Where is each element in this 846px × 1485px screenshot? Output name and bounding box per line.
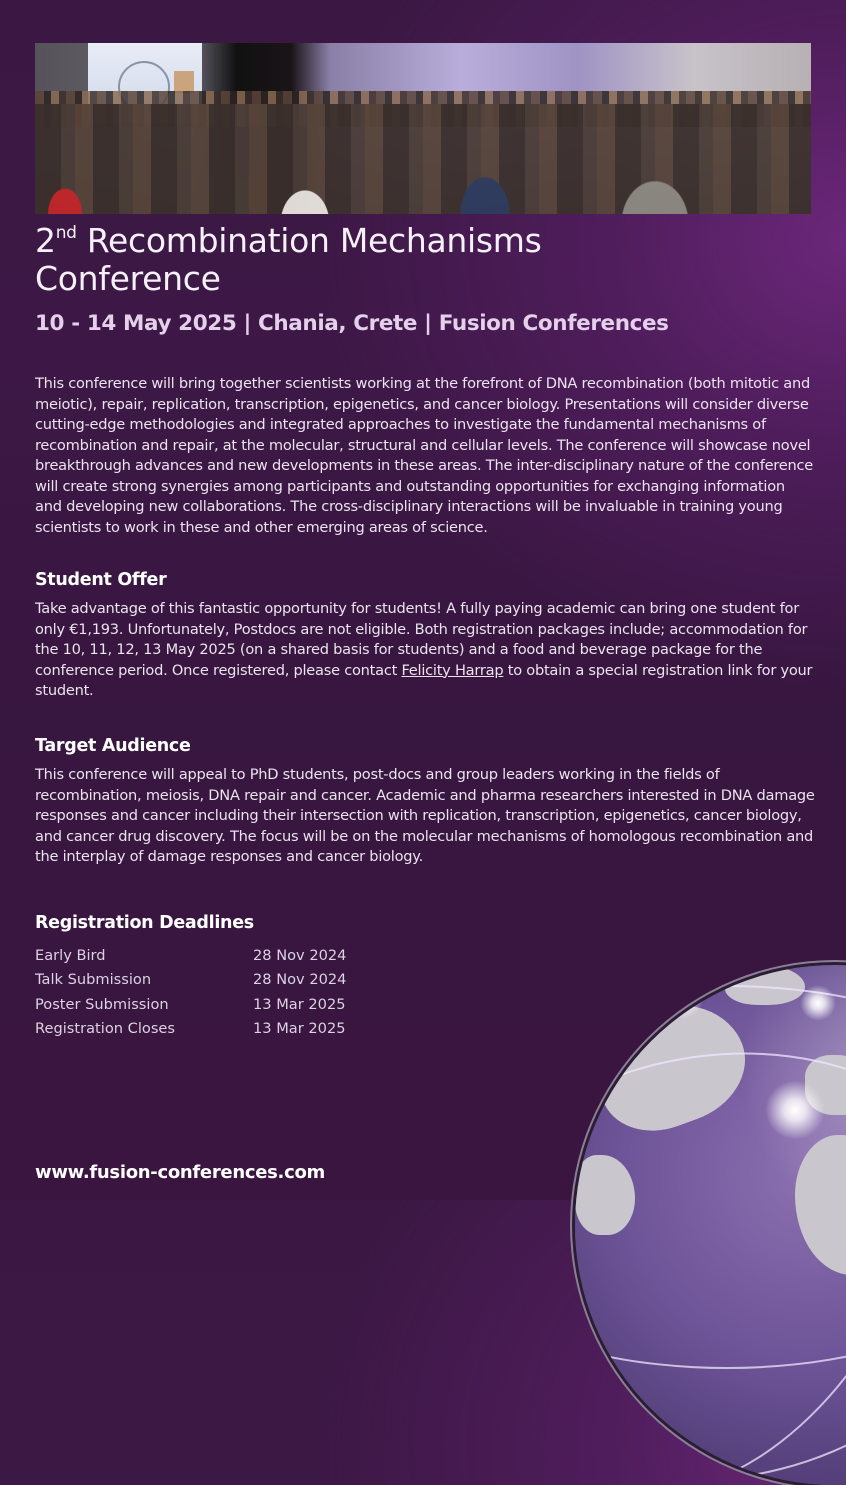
deadlines-table [35,944,375,1041]
globe-connection-arc [575,1009,846,1485]
globe-light-spot [800,985,836,1021]
deadline-date: 28 Nov 2024 [253,971,347,989]
deadline-date: 13 Mar 2025 [253,1019,346,1037]
website-url[interactable]: www.fusion-conferences.com [35,1162,325,1183]
deadline-date: 13 Mar 2025 [253,995,346,1013]
hero-photo [35,43,811,214]
intro-paragraph: This conference will bring together scientists working at the forefront of DNA recombination (both mitotic and meiotic), repair, replication, transcription, epigenetics, and cancer biology. Presentations will consider diverse cutting-edge methodologies and integrated approaches to investigate the fundamental mechanisms of recombination and repair, at the molecular, structural and cellular levels. The conference will showcase novel breakthrough advances and new developments in these areas. The inter-disciplinary nature of the conference will create strong synergies among participants and outstanding opportunities for exchanging information and developing new collaborations. The cross-disciplinary interactions will be invaluable in training young scientists to work in these and other emerging areas of science. [35,375,813,536]
target-audience-paragraph: This conference will appeal to PhD students, post-docs and group leaders working in the fields of recombination, meiosis, DNA repair and cancer. Academic and pharma researchers interested in DNA damage responses and cancer including their intersection with replication, transcription, epigenetics, cancer biology, and cancer drug discovery. The focus will be on the molecular mechanisms of homologous recombination and the interplay of damage responses and cancer biology. [35,766,815,865]
event-subtitle: 10 - 14 May 2025 | Chania, Crete | Fusion Conferences [35,311,669,336]
target-audience-heading: Target Audience [35,736,191,756]
deadline-row [35,1017,375,1041]
deadlines-heading: Registration Deadlines [35,913,254,933]
globe-light-spot [765,1080,825,1140]
deadline-label: Talk Submission [35,971,152,989]
contact-link-felicity-harrap[interactable]: Felicity Harrap [401,661,504,679]
title-line2: Conference [35,259,221,298]
slide-portrait [174,71,194,93]
deadline-row [35,993,375,1017]
title-line1: Recombination Mechanisms [76,221,542,260]
deadline-date: 28 Nov 2024 [253,947,347,964]
student-offer-heading: Student Offer [35,570,167,590]
audience-tables [35,104,811,214]
deadline-row [35,968,375,992]
title-ordinal: 2 [35,221,56,260]
student-offer-text: Take advantage of this fantastic opportunity for students! A fully paying academic can bring one student for only €1,193. Unfortunately, Postdocs are not eligible. Both registration packages include; accommodation for the 10, 11, 12, 13 May 2025 (on a shared basis for students) and a food and beverage package for the conference period. Once registered, please contact [35,600,808,679]
page-title [35,222,795,298]
title-ordinal-suffix: nd [55,223,77,243]
deadline-label: Early Bird [35,947,106,964]
globe-graphic [575,965,846,1485]
deadline-label: Registration Closes [35,1019,176,1037]
deadline-row [35,944,375,968]
globe-light-spot [660,975,704,1019]
student-offer-paragraph [35,599,815,702]
deadline-label: Poster Submission [35,995,169,1013]
student-offer-text-end: to obtain a special registration link for your student. [35,661,813,699]
